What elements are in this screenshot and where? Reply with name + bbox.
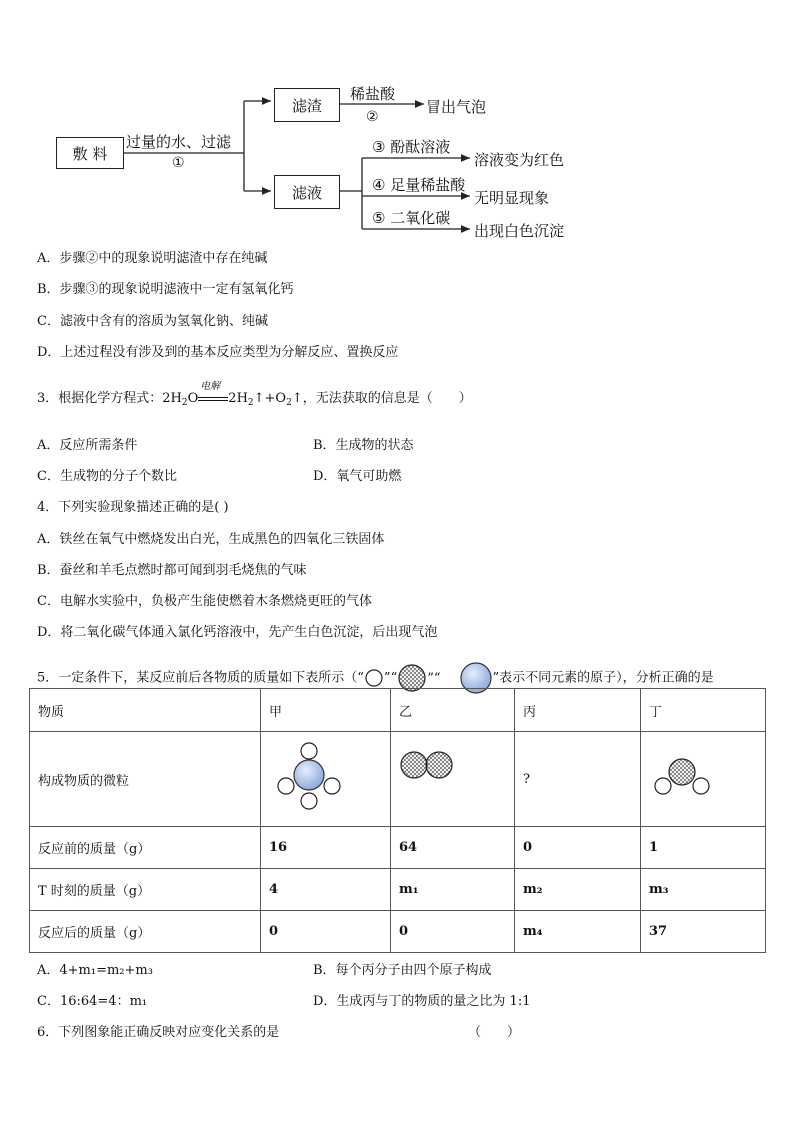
acid-result: 冒出气泡	[426, 98, 487, 116]
ding-molecule-icon	[649, 752, 719, 802]
q5-table	[29, 688, 766, 953]
branch4-result: 无明显现象	[474, 189, 550, 207]
start-box	[56, 137, 124, 169]
branch4-label: ④ 足量稀盐酸	[372, 176, 466, 194]
q5-option-a: A．4+m₁=m₂+m₃	[37, 963, 153, 978]
residue-box	[274, 88, 340, 122]
cell: m₁	[391, 869, 515, 911]
q3-option-a: A．反应所需条件	[37, 438, 138, 453]
residue-label: 滤渣	[291, 96, 322, 115]
cell: 16	[261, 827, 391, 869]
q4-stem: 4．下列实验现象描述正确的是( )	[37, 500, 229, 515]
start-label: 敷 料	[72, 144, 108, 163]
cell: 0	[261, 911, 391, 953]
q5-option-c: C．16:64=4：m₁	[37, 994, 148, 1009]
particle-bing: ?	[515, 732, 641, 827]
cell: 4	[261, 869, 391, 911]
q5-option-d: D．生成丙与丁的物质的量之比为 1:1	[313, 994, 531, 1009]
particle-ding	[641, 732, 766, 827]
row-label-before: 反应前的质量（g）	[30, 827, 261, 869]
header-ding: 丁	[641, 689, 766, 732]
header-jia: 甲	[261, 689, 391, 732]
q2-option-d: D．上述过程没有涉及到的基本反应类型为分解反应、置换反应	[37, 345, 399, 360]
particle-jia	[261, 732, 391, 827]
table-header-row	[30, 689, 766, 732]
white-atom-icon	[364, 668, 384, 688]
q2-option-c: C．滤液中含有的溶质为氢氧化钠、纯碱	[37, 314, 268, 329]
q3-option-c: C．生成物的分子个数比	[37, 469, 177, 484]
particles-label: 构成物质的微粒	[30, 732, 261, 827]
q4-option-c: C．电解水实验中，负极产生能使燃着木条燃烧更旺的气体	[37, 594, 372, 609]
branch5-result: 出现白色沉淀	[474, 222, 565, 240]
cell: 1	[641, 827, 766, 869]
cell: 37	[641, 911, 766, 953]
q5-option-b: B．每个丙分子由四个原子构成	[313, 963, 492, 978]
header-bing: 丙	[515, 689, 641, 732]
cell: 0	[515, 827, 641, 869]
cell: m₄	[515, 911, 641, 953]
step1-number: ①	[172, 155, 185, 171]
q5-stem: 5．一定条件下，某反应前后各物质的质量如下表所示（“ ”“ ”“ ”表示不同元素的原子），分析正确的是	[37, 661, 714, 695]
q4-option-a: A．铁丝在氧气中燃烧发出白光，生成黑色的四氧化三铁固体	[37, 532, 385, 547]
q6-stem: 6．下列图象能正确反映对应变化关系的是	[37, 1025, 280, 1040]
q4-option-b: B．蚕丝和羊毛点燃时都可闻到羽毛烧焦的气味	[37, 563, 307, 578]
row-label-after: 反应后的质量（g）	[30, 911, 261, 953]
branch3-label: ③ 酚酞溶液	[372, 138, 451, 156]
acid-label: 稀盐酸	[350, 85, 396, 103]
acid-number: ②	[366, 109, 379, 125]
table-row	[30, 827, 766, 869]
header-yi: 乙	[391, 689, 515, 732]
q3-stem: 3．根据化学方程式：$2H_2O$ 电解 $2H_2↑+O_2↑$，无法获取的信息是（ ）	[37, 390, 472, 412]
q3-condition: 电解	[200, 381, 221, 392]
q2-option-b: B．步骤③的现象说明滤液中一定有氢氧化钙	[37, 282, 294, 297]
branch5-label: ⑤ 二氧化碳	[372, 209, 451, 227]
table-row	[30, 911, 766, 953]
cell: 0	[391, 911, 515, 953]
table-row-particles	[30, 732, 766, 827]
q3-equals-sign	[198, 397, 228, 401]
q3-option-b: B．生成物的状态	[313, 438, 414, 453]
filtrate-box	[274, 175, 340, 209]
yi-molecule-icon	[399, 750, 459, 782]
header-substance: 物质	[30, 689, 261, 732]
q2-option-a: A．步骤②中的现象说明滤渣中存在纯碱	[37, 251, 268, 266]
branch3-result: 溶液变为红色	[474, 151, 565, 169]
cell: m₃	[641, 869, 766, 911]
particle-yi	[391, 732, 515, 827]
step1-label: 过量的水、过滤	[126, 133, 232, 151]
q6-answer-blank: （ ）	[468, 1025, 521, 1040]
table-row	[30, 869, 766, 911]
jia-molecule-icon	[269, 737, 359, 817]
q4-option-d: D．将二氧化碳气体通入氯化钙溶液中，先产生白色沉淀，后出现气泡	[37, 625, 438, 640]
q3-option-d: D．氧气可助燃	[313, 469, 402, 484]
filtrate-label: 滤液	[291, 183, 322, 202]
cell: m₂	[515, 869, 641, 911]
cell: 64	[391, 827, 515, 869]
row-label-t: T 时刻的质量（g）	[30, 869, 261, 911]
